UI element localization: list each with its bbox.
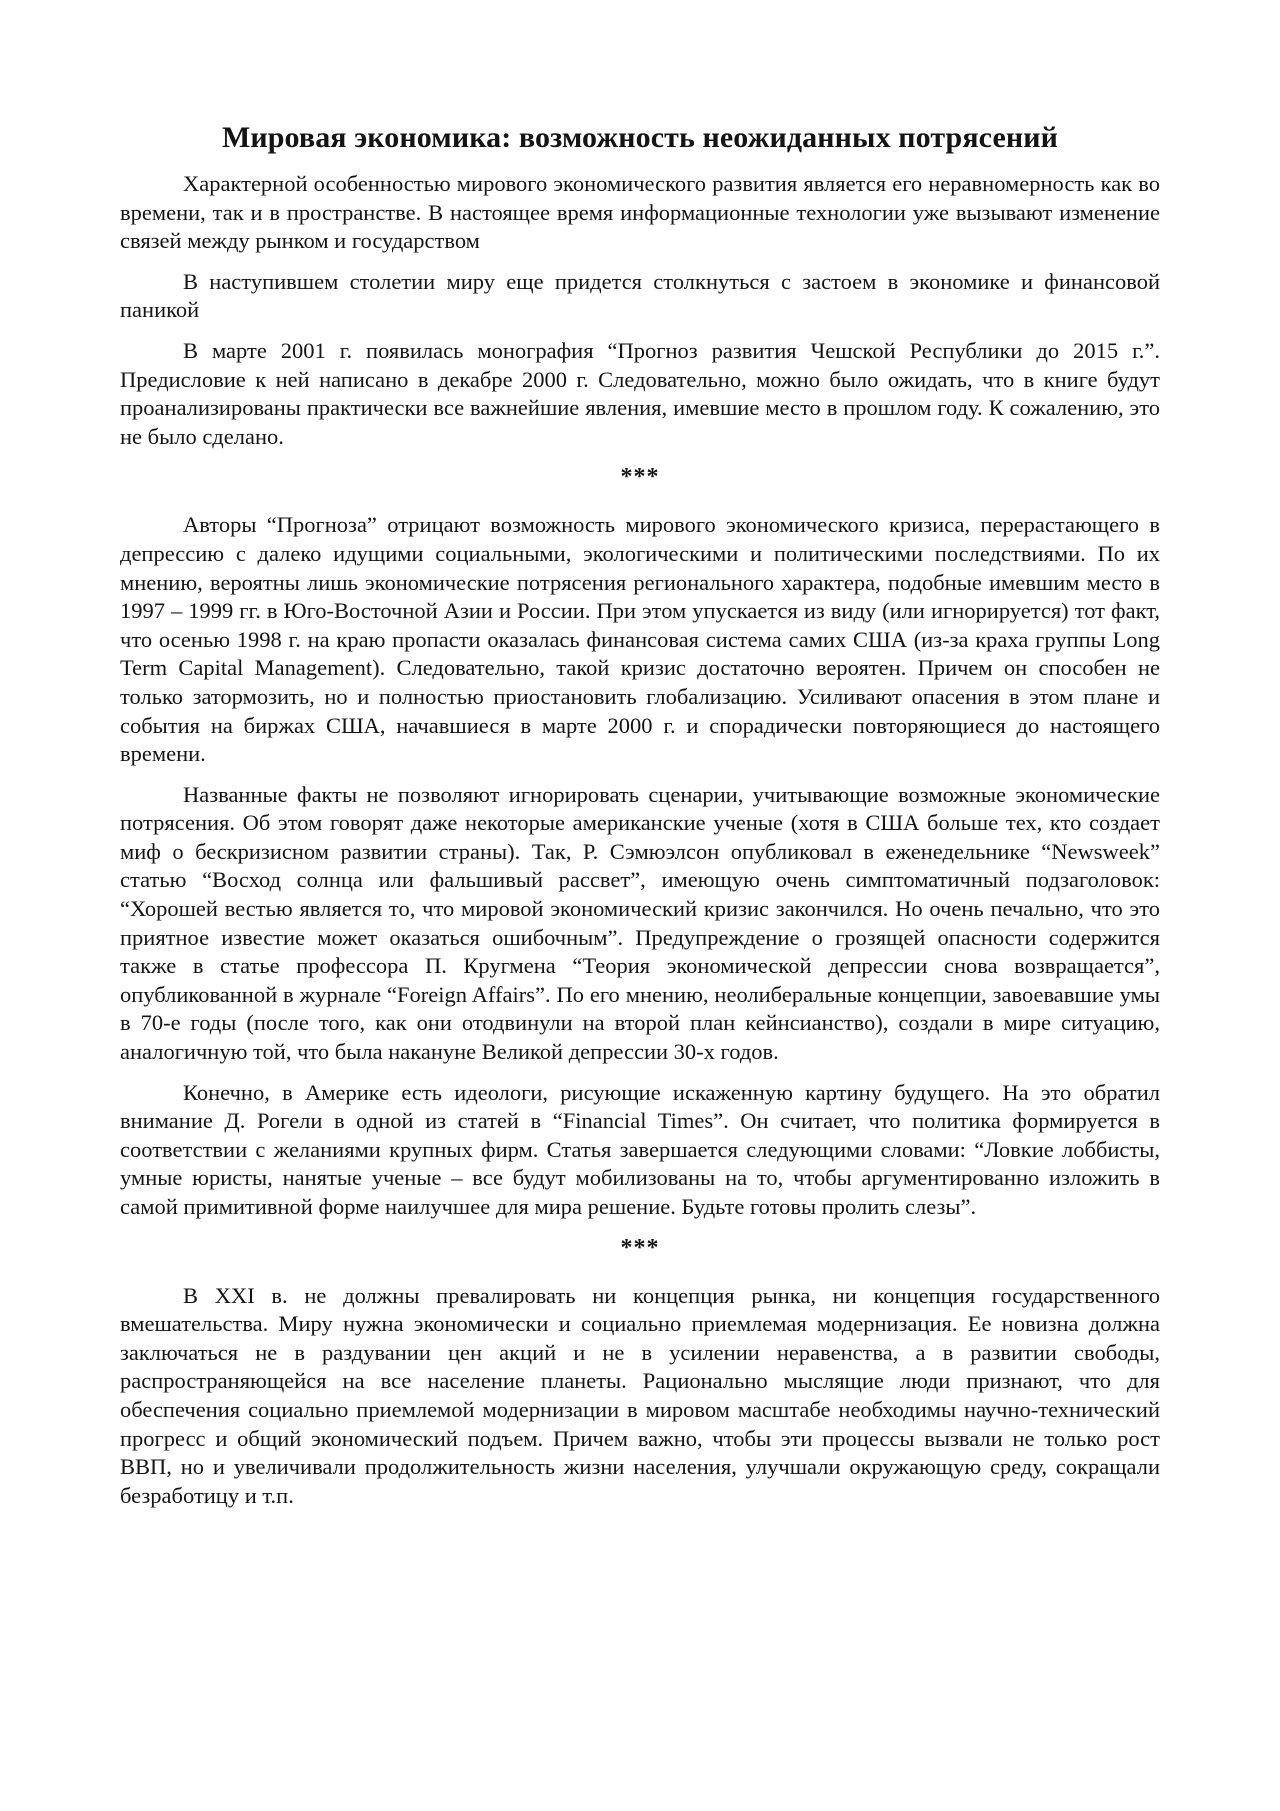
document-title: Мировая экономика: возможность неожиданных потрясений xyxy=(221,121,1059,154)
section-separator-1: *** xyxy=(620,464,660,491)
paragraph-6: Конечно, в Америке есть идеологи, рисующие искаженную картину будущего. На это обратил внимание Д. Рогели в одной из статей в “Financial Times”. Он считает, что политика формируется в соответствии с желаниями крупных фирм. Статья завершается следующими словами: “Ловкие лоббисты, умные юристы, нанятые ученые – все будут мобилизованы на то, чтобы аргументированно изложить в самой примитивной форме наилучшее для мира решение. Будьте готовы пролить слезы”. xyxy=(120,1079,1160,1219)
paragraph-2: В наступившем столетии миру еще придется столкнуться с застоем в экономике и финансовой паникой xyxy=(120,268,1160,323)
paragraph-1: Характерной особенностью мирового экономического развития является его неравномерность как во времени, так и в пространстве. В настоящее время информационные технологии уже вызывают изменение связей между рынком и государством xyxy=(120,171,1160,254)
document-body xyxy=(120,120,1160,1522)
section-separator-2: *** xyxy=(620,1234,660,1261)
paragraph-4: Авторы “Прогноза” отрицают возможность мирового экономического кризиса, перерастающего в депрессию с далеко идущими социальными, экологическими и политическими последствиями. По их мнению, вероятны лишь экономические потрясения регионального характера, подобные имевшим место в 1997 – 1999 гг. в Юго-Восточной Азии и России. При этом упускается из виду (или игнорируется) тот факт, что осенью 1998 г. на краю пропасти оказалась финансовая система самих США (из-за краха группы Long Term Capital Management). Следовательно, такой кризис достаточно вероятен. Причем он способен не только затормозить, но и полностью приостановить глобализацию. Усиливают опасения в этом плане и события на биржах США, начавшиеся в марте 2000 г. и спорадически повторяющиеся до настоящего времени. xyxy=(120,512,1160,767)
paragraph-7: В XXI в. не должны превалировать ни концепция рынка, ни концепция государственного вмешательства. Миру нужна экономически и социально приемлемая модернизация. Ее новизна должна заключаться не в раздувании цен акций и не в усилении неравенства, а в развитии свободы, распространяющейся на все население планеты. Рационально мыслящие люди признают, что для обеспечения социально приемлемой модернизации в мировом масштабе необходимы научно-технический прогресс и общий экономический подъем. Причем важно, чтобы эти процессы вызвали не только рост ВВП, но и увеличивали продолжительность жизни населения, улучшали окружающую среду, сокращали безработицу и т.п. xyxy=(120,1282,1160,1508)
paragraph-5: Названные факты не позволяют игнорировать сценарии, учитывающие возможные экономические потрясения. Об этом говорят даже некоторые американские ученые (хотя в США больше тех, кто создает миф о бескризисном развитии страны). Так, Р. Сэмюэлсон опубликовал в еженедельнике “Newsweek” статью “Восход солнца или фальшивый рассвет”, имеющую очень симптоматичный подзаголовок: “Хорошей вестью является то, что мировой экономический кризис закончился. Но очень печально, что это приятное известие может оказаться ошибочным”. Предупреждение о грозящей опасности содержится также в статье профессора П. Кругмена “Теория экономической депрессии снова возвращается”, опубликованной в журнале “Foreign Affairs”. По его мнению, неолиберальные концепции, завоевавшие умы в 70-е годы (после того, как они отодвинули на второй план кейнсианство), создали в мире ситуацию, аналогичную той, что была накануне Великой депрессии 30-х годов. xyxy=(120,781,1160,1065)
paragraph-3: В марте 2001 г. появилась монография “Прогноз развития Чешской Республики до 2015 г.”. Предисловие к ней написано в декабре 2000 г. Следовательно, можно было ожидать, что в книге будут проанализированы практически все важнейшие явления, имевшие место в прошлом году. К сожалению, это не было сделано. xyxy=(120,337,1160,449)
